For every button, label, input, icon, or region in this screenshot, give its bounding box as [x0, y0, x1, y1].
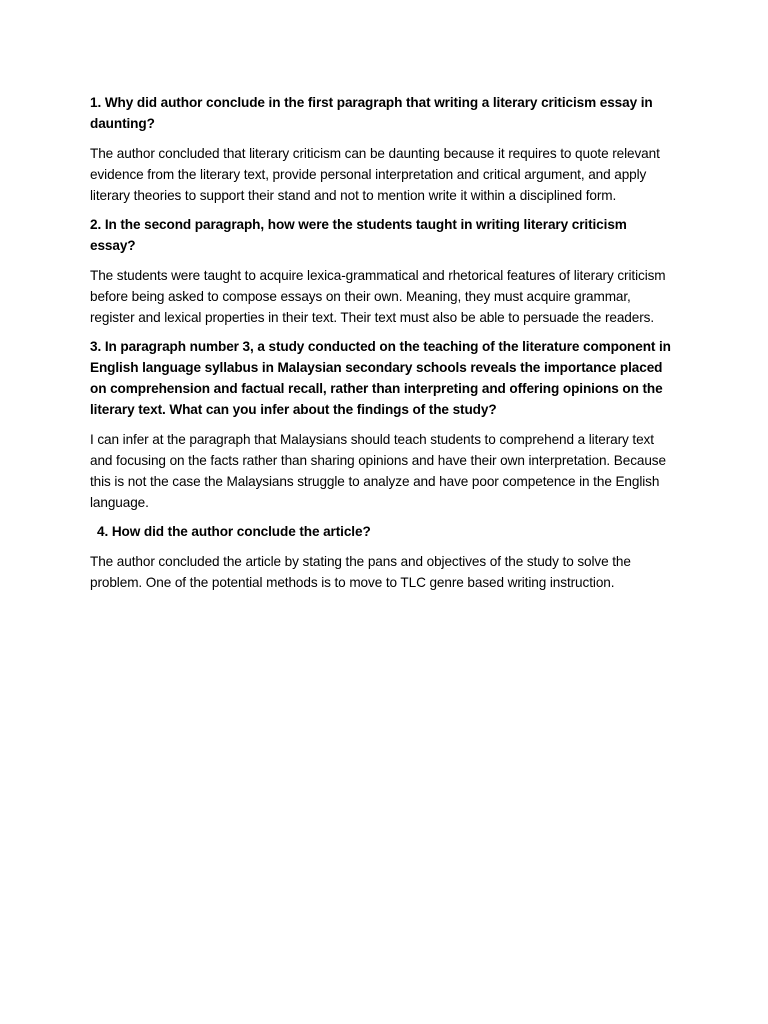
- answer-1: The author concluded that literary criticism can be daunting because it requires to quote relevant evidence from the literary text, provide personal interpretation and critical argument, and apply literary theories to support their stand and not to mention write it within a disciplined form.: [90, 146, 660, 203]
- question-2: 2. In the second paragraph, how were the students taught in writing literary criticism essay?: [90, 217, 627, 253]
- question-3: 3. In paragraph number 3, a study conducted on the teaching of the literature component in English language syllabus in Malaysian secondary schools reveals the importance placed on comprehension and factual recall, rather than interpreting and offering opinions on the literary text. What can you infer about the findings of the study?: [90, 339, 671, 417]
- qa-item-1: [90, 92, 675, 206]
- document-page: [90, 92, 675, 601]
- qa-item-2: [90, 214, 675, 328]
- qa-item-3: [90, 336, 675, 513]
- question-1: 1. Why did author conclude in the first paragraph that writing a literary criticism essay in daunting?: [90, 95, 653, 131]
- question-4: 4. How did the author conclude the article?: [97, 524, 371, 539]
- qa-item-4: [90, 521, 675, 593]
- answer-2: The students were taught to acquire lexica-grammatical and rhetorical features of literary criticism before being asked to compose essays on their own. Meaning, they must acquire grammar, register and lexical properties in their text. Their text must also be able to persuade the readers.: [90, 268, 666, 325]
- answer-3: I can infer at the paragraph that Malaysians should teach students to comprehend a literary text and focusing on the facts rather than sharing opinions and have their own interpretation. Because this is not the case the Malaysians struggle to analyze and have poor competence in the English language.: [90, 432, 666, 510]
- answer-4: The author concluded the article by stating the pans and objectives of the study to solve the problem. One of the potential methods is to move to TLC genre based writing instruction.: [90, 554, 631, 590]
